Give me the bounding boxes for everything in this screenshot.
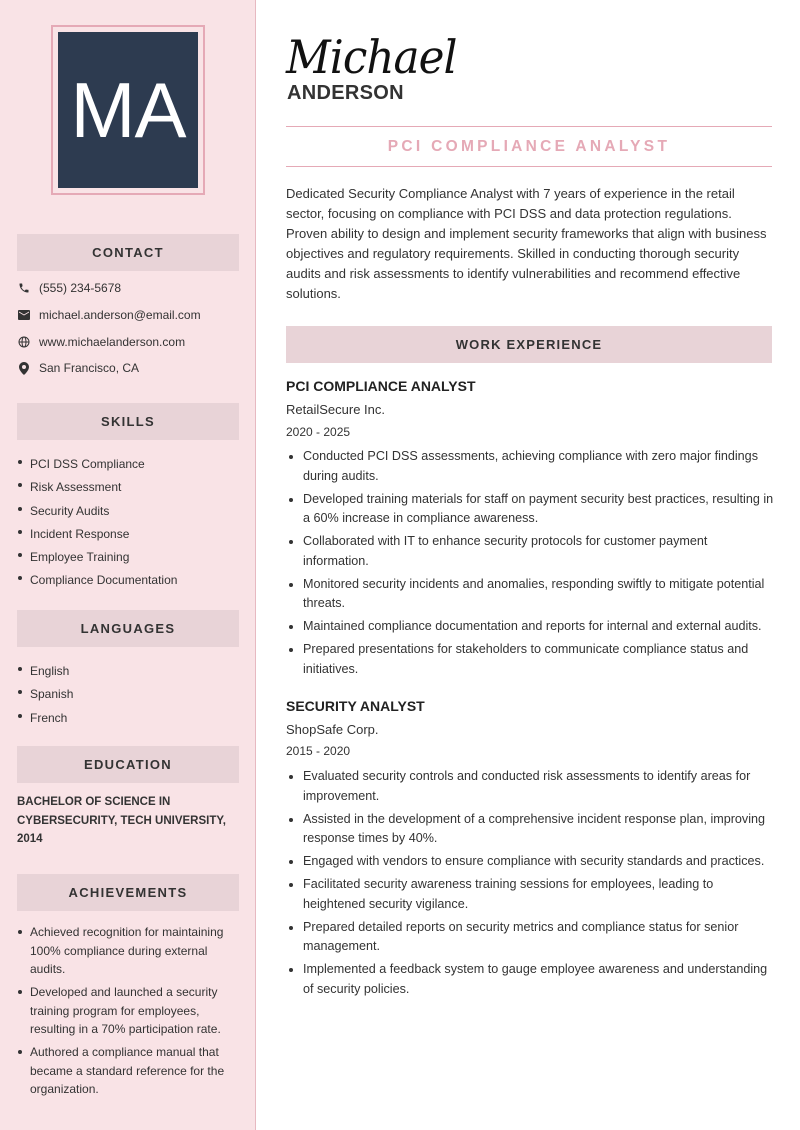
email-text[interactable]: michael.anderson@email.com (39, 308, 201, 322)
first-name: Michael (286, 30, 457, 84)
list-item: Risk Assessment (17, 476, 239, 499)
education-heading: EDUCATION (17, 746, 239, 783)
list-item: Employee Training (17, 546, 239, 569)
list-item: Assisted in the development of a comprehensive incident response plan, improving response times by 40%. (286, 810, 776, 849)
list-item: Engaged with vendors to ensure compliance with security standards and practices. (286, 852, 776, 872)
job-role: SECURITY ANALYST (286, 698, 425, 714)
title-rule-top (286, 126, 772, 127)
job-role: PCI COMPLIANCE ANALYST (286, 378, 476, 394)
list-item: Developed and launched a security training program for employees, resulting in a 70% participation rate. (17, 983, 232, 1039)
phone-text: (555) 234-5678 (39, 281, 122, 295)
list-item: Implemented a feedback system to gauge employee awareness and understanding of security policies. (286, 960, 776, 999)
achievements-list (17, 923, 232, 1099)
list-item: Security Audits (17, 500, 239, 523)
languages-list (17, 660, 239, 730)
monogram: MA (58, 32, 198, 188)
job-title: PCI COMPLIANCE ANALYST (387, 138, 671, 155)
mail-icon (17, 308, 31, 322)
list-item: Developed training materials for staff on payment security best practices, resulting in a 60% increase in compliance awareness. (286, 490, 776, 529)
list-item: PCI DSS Compliance (17, 453, 239, 476)
contact-location (17, 359, 139, 377)
list-item: Achieved recognition for maintaining 100% compliance during external audits. (17, 923, 232, 979)
languages-heading: LANGUAGES (17, 610, 239, 647)
skills-list (17, 453, 239, 593)
list-item: Spanish (17, 683, 239, 706)
achievements-heading: ACHIEVEMENTS (17, 874, 239, 911)
job-company: ShopSafe Corp. (286, 722, 379, 737)
summary: Dedicated Security Compliance Analyst with 7 years of experience in the retail sector, focusing on compliance with PCI DSS and data protection regulations. Proven ability to design and implement security frameworks that align with business objectives and regulatory requirements. Skilled in conducting thorough security audits and risk assessments to identify vulnerabilities and recommend effective solutions. (286, 186, 767, 301)
location-text: San Francisco, CA (39, 361, 140, 375)
list-item: Collaborated with IT to enhance security protocols for customer payment information. (286, 532, 776, 571)
list-item: Authored a compliance manual that became a standard reference for the organization. (17, 1043, 232, 1099)
job-bullets (286, 767, 776, 1003)
list-item: English (17, 660, 239, 683)
list-item: French (17, 707, 239, 730)
contact-heading: CONTACT (17, 234, 239, 271)
location-pin-icon (17, 361, 31, 375)
website-text[interactable]: www.michaelanderson.com (39, 335, 186, 349)
contact-phone (17, 279, 121, 297)
job-company: RetailSecure Inc. (286, 402, 385, 417)
phone-icon (17, 281, 31, 295)
list-item: Conducted PCI DSS assessments, achieving compliance with zero major findings during audits. (286, 447, 776, 486)
list-item: Prepared presentations for stakeholders to communicate compliance status and initiatives. (286, 640, 776, 679)
list-item: Incident Response (17, 523, 239, 546)
list-item: Monitored security incidents and anomalies, responding swiftly to mitigate potential threats. (286, 575, 776, 614)
list-item: Compliance Documentation (17, 569, 239, 592)
list-item: Maintained compliance documentation and reports for internal and external audits. (286, 617, 776, 637)
job-bullets (286, 447, 776, 683)
job-dates: 2015 - 2020 (286, 744, 351, 758)
last-name: ANDERSON (287, 82, 404, 104)
list-item: Evaluated security controls and conducted risk assessments to identify areas for improvement. (286, 767, 776, 806)
title-rule-bottom (286, 166, 772, 167)
globe-icon (17, 335, 31, 349)
skills-heading: SKILLS (17, 403, 239, 440)
job-dates: 2020 - 2025 (286, 425, 351, 439)
education-text: BACHELOR OF SCIENCE IN CYBERSECURITY, TECH UNIVERSITY, 2014 (17, 796, 226, 845)
list-item: Prepared detailed reports on security metrics and compliance status for senior management. (286, 918, 776, 957)
contact-email (17, 306, 201, 324)
work-experience-heading: WORK EXPERIENCE (286, 326, 772, 363)
monogram-frame (51, 25, 205, 195)
contact-website (17, 333, 185, 351)
list-item: Facilitated security awareness training sessions for employees, leading to heightened security vigilance. (286, 875, 776, 914)
